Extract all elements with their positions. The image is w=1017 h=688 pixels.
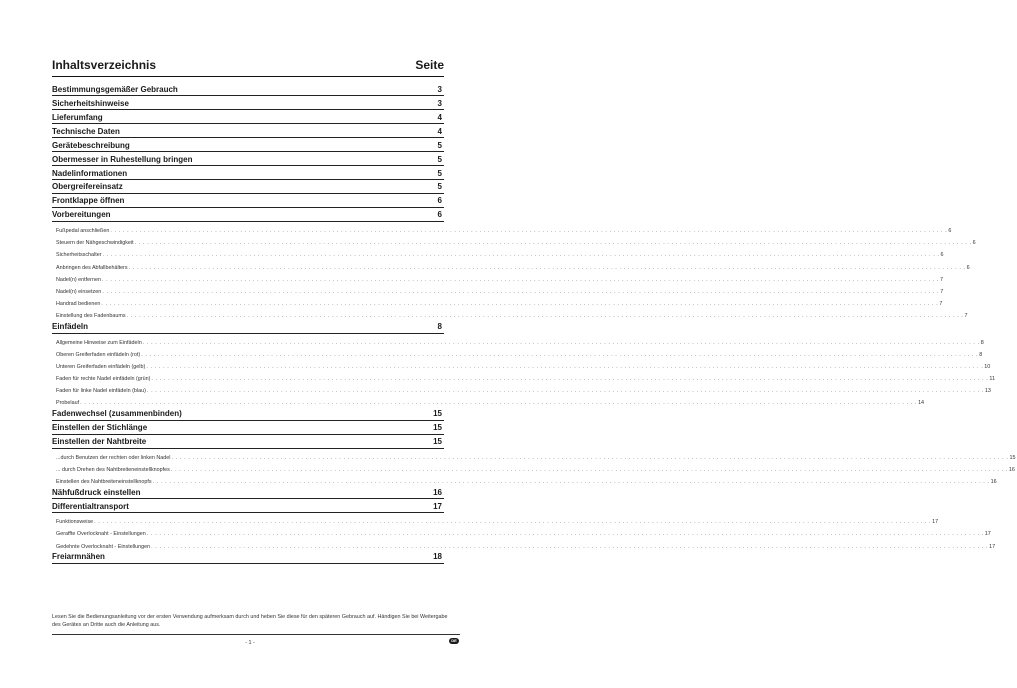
- toc-subsection: [52, 272, 943, 284]
- subsection-title: Allgemeine Hinweise zum Einfädeln: [56, 339, 142, 346]
- toc-title: Inhaltsverzeichnis: [52, 58, 157, 72]
- page-number: - 1 -: [245, 640, 255, 646]
- subsection-title: Einstellung des Fadenbaums: [56, 313, 126, 320]
- subsection-page: 17: [932, 519, 939, 526]
- dot-leader: . . . . . . . . . . . . . . . . . . . . . . . . . . . . . . . . . . . . . . . . . . . . . . . . . . . . . . . . . . . . . . . . . . . . . . . . . . . . . . . . . . . . . . . . . . . . . . . . . . . . . . . . . . . . . . . . . . . . . . . . . . . . . . . . . . . . . . . . . . . . . . . . . . . . . . . . . . . . . . . . . . . . . . . . . . . . . . . . . . . . . . . . . . . . . . . . . . . . . . . .: [134, 240, 972, 247]
- toc-section: [52, 486, 444, 499]
- subsection-page: 7: [940, 288, 944, 295]
- toc-page: [52, 58, 1016, 564]
- footer-notice: Lesen Sie die Bedienungsanleitung vor der ersten Verwendung aufmerksam durch und heben Sie diese für den späteren Gebrauch auf. Händigen Sie bei Weitergabe des Gerätes an Dritte auch die Anleitung aus.: [52, 614, 448, 628]
- toc-section: [52, 195, 444, 208]
- toc-subsection: [52, 296, 943, 308]
- subsection-title: Gedehnte Overlocknaht - Einstellungen: [56, 543, 151, 550]
- section-title: Einstellen der Stichlänge: [52, 423, 148, 433]
- subsection-page: 6: [972, 240, 976, 247]
- toc-subsection: [52, 308, 968, 320]
- subsection-title: Geraffte Overlocknaht - Einstellungen: [56, 531, 146, 538]
- subsection-page: 17: [989, 543, 996, 550]
- subsection-page: 8: [979, 351, 983, 358]
- subsection-title: Unteren Greiferfaden einfädeln (gelb): [56, 363, 146, 370]
- section-title: Sicherheitshinweise: [52, 98, 129, 108]
- section-page: 5: [437, 154, 442, 164]
- toc-header: [52, 58, 444, 74]
- subsection-title: Faden für rechte Nadel einfädeln (grün): [56, 376, 151, 383]
- toc-subsection: [52, 462, 1015, 474]
- section-title: Fadenwechsel (zusammenbinden): [52, 409, 182, 419]
- page-column-label: Seite: [415, 58, 444, 72]
- section-page: 5: [437, 182, 442, 192]
- toc-subsection: [52, 371, 995, 383]
- dot-leader: . . . . . . . . . . . . . . . . . . . . . . . . . . . . . . . . . . . . . . . . . . . . . . . . . . . . . . . . . . . . . . . . . . . . . . . . . . . . . . . . . . . . . . . . . . . . . . . . . . . . . . . . . . . . . . . . . . . . . . . . . . . . . . . . . . . . . . . . . . . . . . . . . . . . . . . . . . . . . . . . . . . . . . . . . . . . . . . . . . . . . . . . . . . . . . . . . . . . . . . .: [141, 351, 979, 358]
- toc-section: [52, 83, 444, 96]
- subsection-page: 7: [964, 313, 968, 320]
- section-page: 15: [433, 409, 442, 419]
- section-title: Obermesser in Ruhestellung bringen: [52, 154, 193, 164]
- section-title: Freiarmnähen: [52, 552, 105, 562]
- toc-subsection: [52, 347, 983, 359]
- subsection-title: Einstellen des Nahtbreiteneinstellknopfs: [56, 478, 152, 485]
- toc-section: [52, 435, 444, 448]
- section-page: 17: [433, 501, 442, 511]
- section-page: 4: [437, 126, 442, 136]
- toc-subsection: [52, 538, 996, 550]
- subsection-title: ...durch Benutzen der rechten oder linken Nadel: [56, 454, 171, 461]
- section-page: 5: [437, 140, 442, 150]
- toc-section: [52, 111, 444, 124]
- footer-rule: [52, 634, 460, 635]
- subsection-title: Handrad bedienen: [56, 301, 101, 308]
- dot-leader: . . . . . . . . . . . . . . . . . . . . . . . . . . . . . . . . . . . . . . . . . . . . . . . . . . . . . . . . . . . . . . . . . . . . . . . . . . . . . . . . . . . . . . . . . . . . . . . . . . . . . . . . . . . . . . . . . . . . . . . . . . . . . . . . . . . . . . . . . . . . . . . . . . . . . . . . . . . . . . . . . . . . . . . . . . . . . . . . . . . . . . . . . . . . . . . . . . . . . . . .: [110, 228, 948, 235]
- toc-subsection: [52, 334, 984, 346]
- toc-section: [52, 181, 444, 194]
- toc-section: [52, 320, 444, 333]
- toc-list: [52, 83, 1016, 564]
- subsection-page: 6: [966, 264, 970, 271]
- section-title: Nadelinformationen: [52, 168, 128, 178]
- subsection-title: Anbringen des Abfallbehälters: [56, 264, 128, 271]
- toc-subsection: [52, 449, 1016, 461]
- subsection-title: Probelauf: [56, 400, 80, 407]
- subsection-page: 7: [939, 301, 943, 308]
- section-page: 8: [437, 321, 442, 331]
- dot-leader: . . . . . . . . . . . . . . . . . . . . . . . . . . . . . . . . . . . . . . . . . . . . . . . . . . . . . . . . . . . . . . . . . . . . . . . . . . . . . . . . . . . . . . . . . . . . . . . . . . . . . . . . . . . . . . . . . . . . . . . . . . . . . . . . . . . . . . . . . . . . . . . . . . . . . . . . . . . . . . . . . . . . . . . . . . . . . . . . . . . . . . . . . . . . . . . . . . . . . . . .: [128, 264, 966, 271]
- dot-leader: . . . . . . . . . . . . . . . . . . . . . . . . . . . . . . . . . . . . . . . . . . . . . . . . . . . . . . . . . . . . . . . . . . . . . . . . . . . . . . . . . . . . . . . . . . . . . . . . . . . . . . . . . . . . . . . . . . . . . . . . . . . . . . . . . . . . . . . . . . . . . . . . . . . . . . . . . . . . . . . . . . . . . . . . . . . . . . . . . . . . . . . . . . . . . . . . . . . . . . . .: [102, 288, 940, 295]
- section-page: 15: [433, 423, 442, 433]
- toc-subsection: [52, 235, 976, 247]
- section-page: 15: [433, 437, 442, 447]
- section-title: Lieferumfang: [52, 112, 103, 122]
- subsection-title: Nadel(n) einsetzen: [56, 288, 102, 295]
- dot-leader: . . . . . . . . . . . . . . . . . . . . . . . . . . . . . . . . . . . . . . . . . . . . . . . . . . . . . . . . . . . . . . . . . . . . . . . . . . . . . . . . . . . . . . . . . . . . . . . . . . . . . . . . . . . . . . . . . . . . . . . . . . . . . . . . . . . . . . . . . . . . . . . . . . . . . . . . . . . . . . . . . . . . . . . . . . . . . . . . . . . . . . . . . . . . . . . . . . . . . . . .: [151, 543, 989, 550]
- toc-subsection: [52, 359, 991, 371]
- toc-section: [52, 421, 444, 434]
- subsection-page: 8: [980, 339, 984, 346]
- dot-leader: . . . . . . . . . . . . . . . . . . . . . . . . . . . . . . . . . . . . . . . . . . . . . . . . . . . . . . . . . . . . . . . . . . . . . . . . . . . . . . . . . . . . . . . . . . . . . . . . . . . . . . . . . . . . . . . . . . . . . . . . . . . . . . . . . . . . . . . . . . . . . . . . . . . . . . . . . . . . . . . . . . . . . . . . . . . . . . . . . . . . . . . . . . . . . . . . . . . . . . . .: [170, 466, 1008, 473]
- section-page: 18: [433, 552, 442, 562]
- section-title: Gerätebeschreibung: [52, 140, 130, 150]
- subsection-page: 14: [918, 400, 925, 407]
- toc-subsection: [52, 514, 939, 526]
- subsection-page: 13: [984, 388, 991, 395]
- header-rule: [52, 76, 444, 77]
- toc-section: [52, 153, 444, 166]
- section-title: Technische Daten: [52, 126, 120, 136]
- toc-section: [52, 139, 444, 152]
- subsection-page: 11: [989, 376, 995, 383]
- section-title: Vorbereitungen: [52, 210, 111, 220]
- section-page: 6: [437, 196, 442, 206]
- subsection-page: 16: [990, 478, 997, 485]
- subsection-title: ... durch Drehen des Nahtbreiteneinstellknopfes: [56, 466, 170, 473]
- section-page: 16: [433, 487, 442, 497]
- toc-subsection: [52, 247, 944, 259]
- toc-section: [52, 407, 444, 420]
- subsection-page: 7: [939, 276, 943, 283]
- section-page: 4: [437, 112, 442, 122]
- dot-leader: . . . . . . . . . . . . . . . . . . . . . . . . . . . . . . . . . . . . . . . . . . . . . . . . . . . . . . . . . . . . . . . . . . . . . . . . . . . . . . . . . . . . . . . . . . . . . . . . . . . . . . . . . . . . . . . . . . . . . . . . . . . . . . . . . . . . . . . . . . . . . . . . . . . . . . . . . . . . . . . . . . . . . . . . . . . . . . . . . . . . . . . . . . . . . . . . . . . . . . . .: [151, 376, 989, 383]
- subsection-page: 17: [984, 531, 991, 538]
- section-page: 5: [437, 168, 442, 178]
- language-badge: DE: [449, 638, 459, 644]
- section-title: Frontklappe öffnen: [52, 196, 125, 206]
- toc-section: [52, 209, 444, 222]
- dot-leader: . . . . . . . . . . . . . . . . . . . . . . . . . . . . . . . . . . . . . . . . . . . . . . . . . . . . . . . . . . . . . . . . . . . . . . . . . . . . . . . . . . . . . . . . . . . . . . . . . . . . . . . . . . . . . . . . . . . . . . . . . . . . . . . . . . . . . . . . . . . . . . . . . . . . . . . . . . . . . . . . . . . . . . . . . . . . . . . . . . . . . . . . . . . . . . . . . . . . . . . .: [101, 276, 939, 283]
- dot-leader: . . . . . . . . . . . . . . . . . . . . . . . . . . . . . . . . . . . . . . . . . . . . . . . . . . . . . . . . . . . . . . . . . . . . . . . . . . . . . . . . . . . . . . . . . . . . . . . . . . . . . . . . . . . . . . . . . . . . . . . . . . . . . . . . . . . . . . . . . . . . . . . . . . . . . . . . . . . . . . . . . . . . . . . . . . . . . . . . . . . . . . . . . . . . . . . . . . . . . . . .: [146, 531, 984, 538]
- toc-subsection: [52, 526, 991, 538]
- dot-leader: . . . . . . . . . . . . . . . . . . . . . . . . . . . . . . . . . . . . . . . . . . . . . . . . . . . . . . . . . . . . . . . . . . . . . . . . . . . . . . . . . . . . . . . . . . . . . . . . . . . . . . . . . . . . . . . . . . . . . . . . . . . . . . . . . . . . . . . . . . . . . . . . . . . . . . . . . . . . . . . . . . . . . . . . . . . . . . . . . . . . . . . . . . . . . . . . . . . . . . . .: [152, 478, 990, 485]
- dot-leader: . . . . . . . . . . . . . . . . . . . . . . . . . . . . . . . . . . . . . . . . . . . . . . . . . . . . . . . . . . . . . . . . . . . . . . . . . . . . . . . . . . . . . . . . . . . . . . . . . . . . . . . . . . . . . . . . . . . . . . . . . . . . . . . . . . . . . . . . . . . . . . . . . . . . . . . . . . . . . . . . . . . . . . . . . . . . . . . . . . . . . . . . . . . . . . . . . . . . . . . .: [101, 301, 939, 308]
- section-page: 3: [437, 98, 442, 108]
- section-page: 6: [437, 210, 442, 220]
- toc-subsection: [52, 259, 970, 271]
- section-title: Einstellen der Nahtbreite: [52, 437, 147, 447]
- toc-subsection: [52, 284, 944, 296]
- section-page: 3: [437, 84, 442, 94]
- toc-subsection: [52, 395, 925, 407]
- section-title: Einfädeln: [52, 321, 89, 331]
- toc-subsection: [52, 474, 997, 486]
- dot-leader: . . . . . . . . . . . . . . . . . . . . . . . . . . . . . . . . . . . . . . . . . . . . . . . . . . . . . . . . . . . . . . . . . . . . . . . . . . . . . . . . . . . . . . . . . . . . . . . . . . . . . . . . . . . . . . . . . . . . . . . . . . . . . . . . . . . . . . . . . . . . . . . . . . . . . . . . . . . . . . . . . . . . . . . . . . . . . . . . . . . . . . . . . . . . . . . . . . . . . . . .: [171, 454, 1009, 461]
- dot-leader: . . . . . . . . . . . . . . . . . . . . . . . . . . . . . . . . . . . . . . . . . . . . . . . . . . . . . . . . . . . . . . . . . . . . . . . . . . . . . . . . . . . . . . . . . . . . . . . . . . . . . . . . . . . . . . . . . . . . . . . . . . . . . . . . . . . . . . . . . . . . . . . . . . . . . . . . . . . . . . . . . . . . . . . . . . . . . . . . . . . . . . . . . . . . . . . . . . . . . . . .: [102, 252, 940, 259]
- subsection-page: 16: [1008, 466, 1015, 473]
- section-title: Bestimmungsgemäßer Gebrauch: [52, 84, 178, 94]
- subsection-title: Nadel(n) entfernen: [56, 276, 101, 283]
- subsection-title: Steuern der Nähgeschwindigkeit: [56, 240, 134, 247]
- subsection-title: Faden für linke Nadel einfädeln (blau): [56, 388, 146, 395]
- subsection-title: Oberen Greiferfaden einfädeln (rot): [56, 351, 141, 358]
- dot-leader: . . . . . . . . . . . . . . . . . . . . . . . . . . . . . . . . . . . . . . . . . . . . . . . . . . . . . . . . . . . . . . . . . . . . . . . . . . . . . . . . . . . . . . . . . . . . . . . . . . . . . . . . . . . . . . . . . . . . . . . . . . . . . . . . . . . . . . . . . . . . . . . . . . . . . . . . . . . . . . . . . . . . . . . . . . . . . . . . . . . . . . . . . . . . . . . . . . . . . . . .: [80, 400, 918, 407]
- subsection-page: 6: [940, 252, 944, 259]
- toc-subsection: [52, 383, 991, 395]
- section-title: Nähfußdruck einstellen: [52, 487, 141, 497]
- section-title: Differentialtransport: [52, 501, 129, 511]
- toc-section: [52, 97, 444, 110]
- toc-subsection: [52, 223, 952, 235]
- section-title: Obergreifereinsatz: [52, 182, 123, 192]
- dot-leader: . . . . . . . . . . . . . . . . . . . . . . . . . . . . . . . . . . . . . . . . . . . . . . . . . . . . . . . . . . . . . . . . . . . . . . . . . . . . . . . . . . . . . . . . . . . . . . . . . . . . . . . . . . . . . . . . . . . . . . . . . . . . . . . . . . . . . . . . . . . . . . . . . . . . . . . . . . . . . . . . . . . . . . . . . . . . . . . . . . . . . . . . . . . . . . . . . . . . . . . .: [146, 388, 984, 395]
- subsection-title: Funktionsweise: [56, 519, 94, 526]
- toc-section: [52, 551, 444, 564]
- toc-section: [52, 125, 444, 138]
- subsection-title: Sicherheitsschalter: [56, 252, 102, 259]
- dot-leader: . . . . . . . . . . . . . . . . . . . . . . . . . . . . . . . . . . . . . . . . . . . . . . . . . . . . . . . . . . . . . . . . . . . . . . . . . . . . . . . . . . . . . . . . . . . . . . . . . . . . . . . . . . . . . . . . . . . . . . . . . . . . . . . . . . . . . . . . . . . . . . . . . . . . . . . . . . . . . . . . . . . . . . . . . . . . . . . . . . . . . . . . . . . . . . . . . . . . . . . .: [126, 313, 964, 320]
- dot-leader: . . . . . . . . . . . . . . . . . . . . . . . . . . . . . . . . . . . . . . . . . . . . . . . . . . . . . . . . . . . . . . . . . . . . . . . . . . . . . . . . . . . . . . . . . . . . . . . . . . . . . . . . . . . . . . . . . . . . . . . . . . . . . . . . . . . . . . . . . . . . . . . . . . . . . . . . . . . . . . . . . . . . . . . . . . . . . . . . . . . . . . . . . . . . . . . . . . . . . . . .: [142, 339, 980, 346]
- dot-leader: . . . . . . . . . . . . . . . . . . . . . . . . . . . . . . . . . . . . . . . . . . . . . . . . . . . . . . . . . . . . . . . . . . . . . . . . . . . . . . . . . . . . . . . . . . . . . . . . . . . . . . . . . . . . . . . . . . . . . . . . . . . . . . . . . . . . . . . . . . . . . . . . . . . . . . . . . . . . . . . . . . . . . . . . . . . . . . . . . . . . . . . . . . . . . . . . . . . . . . . .: [94, 519, 932, 526]
- subsection-title: Fußpedal anschließen: [56, 228, 110, 235]
- subsection-page: 6: [948, 228, 952, 235]
- toc-section: [52, 167, 444, 180]
- subsection-page: 10: [984, 363, 991, 370]
- dot-leader: . . . . . . . . . . . . . . . . . . . . . . . . . . . . . . . . . . . . . . . . . . . . . . . . . . . . . . . . . . . . . . . . . . . . . . . . . . . . . . . . . . . . . . . . . . . . . . . . . . . . . . . . . . . . . . . . . . . . . . . . . . . . . . . . . . . . . . . . . . . . . . . . . . . . . . . . . . . . . . . . . . . . . . . . . . . . . . . . . . . . . . . . . . . . . . . . . . . . . . . .: [146, 363, 984, 370]
- subsection-page: 15: [1009, 454, 1016, 461]
- toc-section: [52, 500, 444, 513]
